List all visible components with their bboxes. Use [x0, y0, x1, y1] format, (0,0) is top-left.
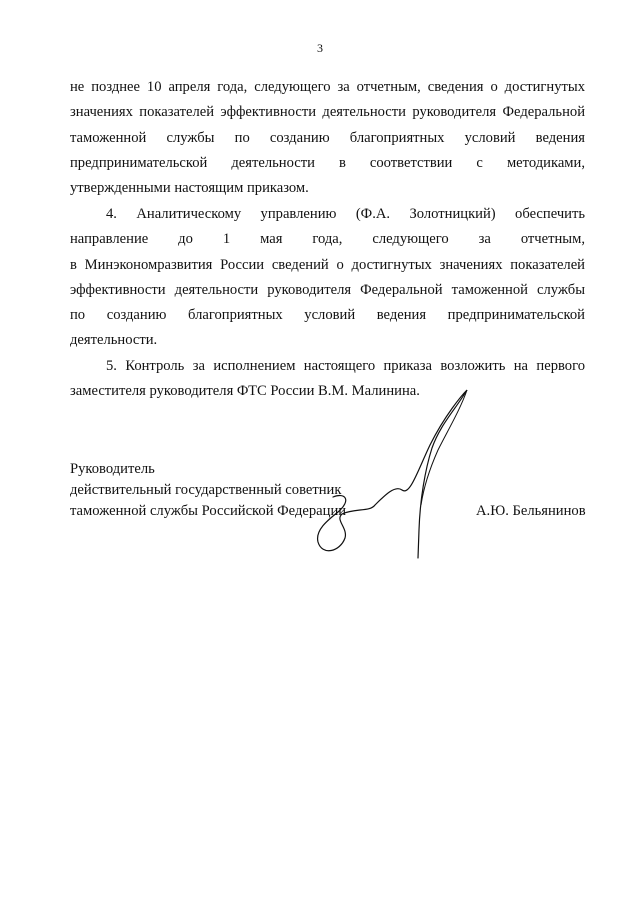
- text-line: таможенной службы по созданию благоприятных условий ведения: [70, 130, 585, 146]
- signer-title-line: таможенной службы Российской Федерации: [70, 503, 347, 519]
- text-line: эффективности деятельности руководителя Федеральной таможенной службы: [70, 282, 585, 298]
- text-line: значениях показателей эффективности деятельности руководителя Федеральной: [70, 104, 585, 120]
- text-line: заместителя руководителя ФТС России В.М. Малинина.: [70, 383, 420, 399]
- text-line: 4. Аналитическому управлению (Ф.А. Золотницкий) обеспечить: [106, 206, 585, 222]
- text-line: по созданию благоприятных условий ведения предпринимательской: [70, 307, 585, 323]
- text-line: 5. Контроль за исполнением настоящего приказа возложить на первого: [106, 358, 585, 374]
- text-line: не позднее 10 апреля года, следующего за отчетным, сведения о достигнутых: [70, 79, 585, 95]
- text-line: в Минэкономразвития России сведений о достигнутых значениях показателей: [70, 257, 585, 273]
- signer-title-line: Руководитель: [70, 461, 155, 477]
- text-line: утвержденными настоящим приказом.: [70, 180, 309, 196]
- text-line: направление до 1 мая года, следующего за отчетным,: [70, 231, 585, 247]
- page-number: 3: [317, 41, 323, 55]
- text-line: предпринимательской деятельности в соответствии с методиками,: [70, 155, 585, 171]
- signer-title-line: действительный государственный советник: [70, 482, 342, 498]
- text-line: деятельности.: [70, 332, 158, 348]
- signer-name: А.Ю. Бельянинов: [476, 503, 586, 519]
